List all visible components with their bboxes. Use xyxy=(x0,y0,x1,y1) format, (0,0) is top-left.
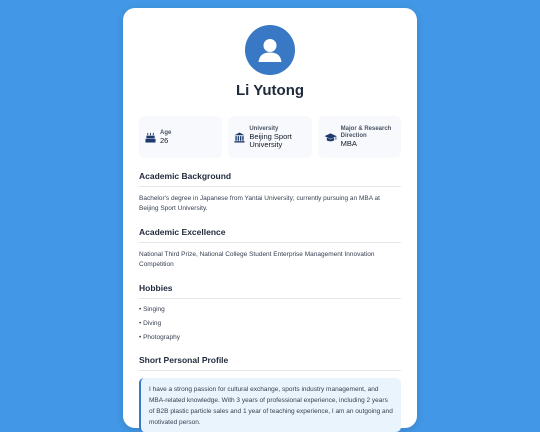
avatar xyxy=(245,25,295,75)
hobby-item: • Singing xyxy=(139,306,165,313)
short-profile-title: Short Personal Profile xyxy=(139,355,401,371)
short-profile-text: I have a strong passion for cultural exchange, sports industry management, and MBA-related knowledge. With 3 years of professional experience, including 2 years of B2B plastic particle sales and 1 year of teaching experience, I am an outgoing and motivated person. xyxy=(139,378,401,432)
profile-name: Li Yutong xyxy=(235,82,305,99)
info-major-value: MBA xyxy=(340,139,357,148)
info-major-label: Major & Research Direction xyxy=(340,126,392,139)
university-building-icon xyxy=(234,132,245,143)
graduation-cap-icon xyxy=(324,132,337,143)
academic-background-title: Academic Background xyxy=(139,171,401,187)
age-cake-icon xyxy=(145,132,156,143)
user-icon xyxy=(255,35,285,65)
info-major xyxy=(318,116,401,158)
academic-background-text: Bachelor's degree in Japanese from Yantai University; currently pursuing an MBA at Beijing Sport University. xyxy=(139,195,380,212)
info-university-label: University xyxy=(249,125,279,132)
hobby-item: • Photography xyxy=(139,334,180,341)
academic-excellence-text: National Third Prize, National College Student Enterprise Management Innovation Competition xyxy=(139,251,375,268)
hobbies-title: Hobbies xyxy=(139,283,401,299)
hobby-item: • Diving xyxy=(139,320,162,327)
info-university xyxy=(228,116,311,158)
profile-card xyxy=(123,8,417,428)
info-age-label: Age xyxy=(160,129,172,136)
info-university-value: Beijing Sport University xyxy=(249,131,292,149)
info-row xyxy=(139,116,401,158)
academic-excellence-title: Academic Excellence xyxy=(139,227,401,243)
hobbies-list xyxy=(139,306,401,342)
info-age xyxy=(139,116,222,158)
info-age-value: 26 xyxy=(160,135,169,145)
